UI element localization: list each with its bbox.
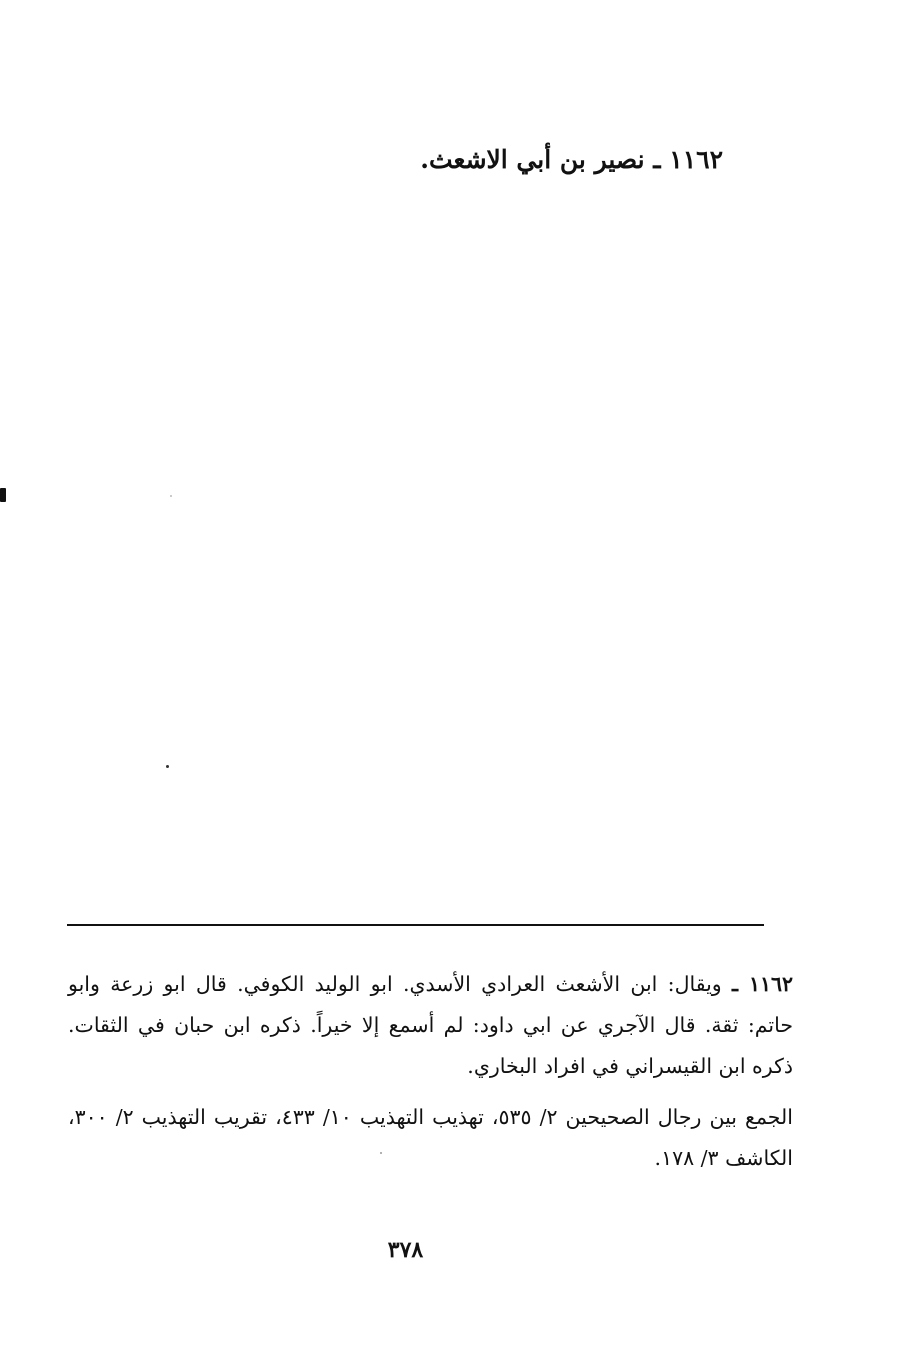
footnote-divider — [67, 924, 764, 926]
footnote-block — [68, 964, 793, 1179]
footnote-number: ١١٦٢ ـ — [732, 972, 793, 996]
footnote-body — [68, 964, 793, 1087]
footnote-text: ويقال: ابن الأشعث العرادي الأسدي. ابو الوليد الكوفي. قال ابو زرعة وابو حاتم: ثقة. قال الآجري عن ابي داود: لم أسمع إلا خيراً. ذكره ابن حبان في الثقات. ذكره ابن القيسراني في افراد البخاري. — [68, 972, 793, 1078]
entry-heading: ١١٦٢ ـ نصير بن أبي الاشعث. — [420, 145, 723, 174]
scan-speck — [166, 765, 169, 768]
scan-speck — [170, 495, 172, 497]
footnote-sources: الجمع بين رجال الصحيحين ٢/ ٥٣٥، تهذيب التهذيب ١٠/ ٤٣٣، تقريب التهذيب ٢/ ٣٠٠، الكاشف ٣/ ١٧٨. — [68, 1105, 793, 1170]
page-number: ٣٧٨ — [387, 1237, 424, 1263]
margin-mark — [0, 488, 6, 502]
